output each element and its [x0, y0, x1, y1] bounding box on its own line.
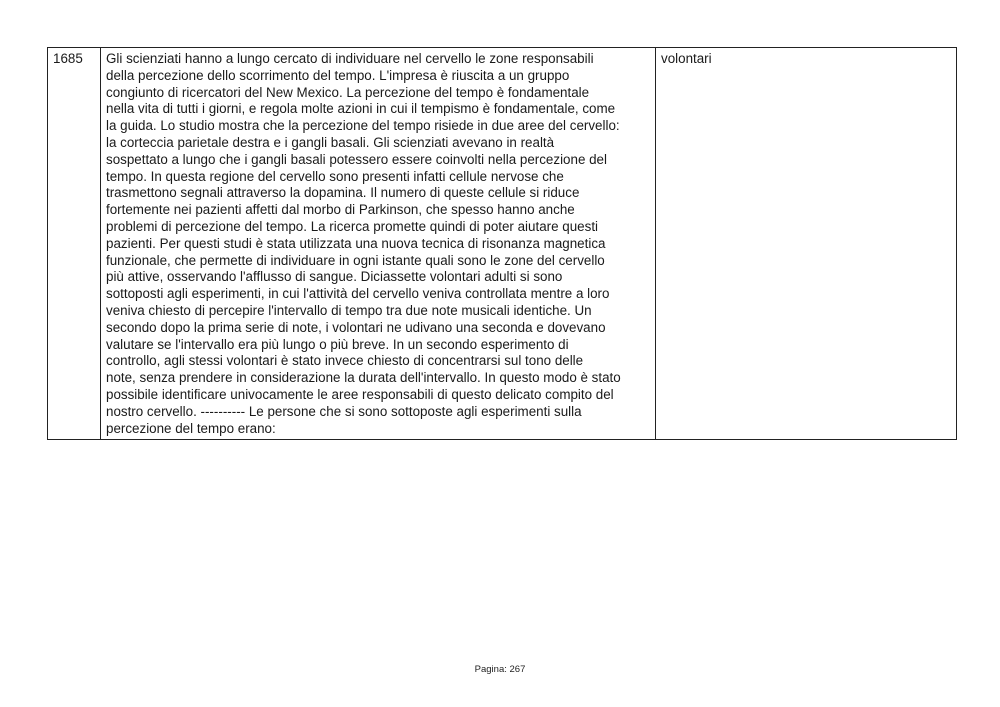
question-table	[47, 47, 957, 440]
question-text-line: problemi di percezione del tempo. La ricerca promette quindi di poter aiutare questi	[106, 218, 599, 234]
question-text-line: secondo dopo la prima serie di note, i volontari ne udivano una seconda e dovevano	[106, 319, 606, 335]
question-text-line: più attive, osservando l'afflusso di sangue. Diciassette volontari adulti si sono	[106, 269, 563, 285]
question-text-line: possibile identificare univocamente le aree responsabili di questo delicato compito del	[106, 386, 614, 402]
question-number: 1685	[53, 51, 83, 66]
question-text-line: della percezione dello scorrimento del tempo. L'impresa è riuscita a un gruppo	[106, 67, 570, 83]
question-text-line: fortemente nei pazienti affetti dal morbo di Parkinson, che spesso hanno anche	[106, 202, 575, 218]
question-text-line: nella vita di tutti i giorni, e regola molte azioni in cui il tempismo è fondamentale, come	[106, 101, 616, 117]
question-text-line: la corteccia parietale destra e i gangli basali. Gli scienziati avevano in realtà	[106, 134, 555, 150]
question-text-line: congiunto di ricercatori del New Mexico. La percezione del tempo è fondamentale	[106, 84, 590, 100]
question-text-line: tempo. In questa regione del cervello sono presenti infatti cellule nervose che	[106, 168, 564, 184]
question-text-cell	[101, 48, 656, 440]
question-text-line: sospettato a lungo che i gangli basali potessero essere coinvolti nella percezione del	[106, 151, 607, 167]
page-number: Pagina: 267	[474, 664, 526, 675]
question-text-line: percezione del tempo erano:	[106, 420, 276, 436]
question-text-line: pazienti. Per questi studi è stata utilizzata una nuova tecnica di risonanza magnetica	[106, 235, 606, 251]
question-text-line: la guida. Lo studio mostra che la percezione del tempo risiede in due aree del cervello:	[106, 118, 620, 134]
question-text-line: trasmettono segnali attraverso la dopamina. Il numero di queste cellule si riduce	[106, 185, 580, 201]
question-text-line: nostro cervello. ---------- Le persone che si sono sottoposte agli esperimenti sulla	[106, 403, 582, 419]
answer-cell	[656, 48, 957, 440]
question-text-line: controllo, agli stessi volontari è stato invece chiesto di concentrarsi sul tono delle	[106, 353, 584, 369]
question-text-line: sottoposti agli esperimenti, in cui l'attività del cervello veniva controllata mentre a loro	[106, 286, 610, 302]
question-text-line: veniva chiesto di percepire l'intervallo di tempo tra due note musicali identiche. Un	[106, 302, 592, 318]
question-number-cell	[48, 48, 101, 440]
question-text-line: note, senza prendere in considerazione la durata dell'intervallo. In questo modo è stato	[106, 370, 621, 386]
answer-text: volontari	[661, 51, 712, 66]
question-text-line: Gli scienziati hanno a lungo cercato di individuare nel cervello le zone responsabili	[106, 51, 594, 66]
question-text-line: valutare se l'intervallo era più lungo o più breve. In un secondo esperimento di	[106, 336, 569, 352]
table-row	[48, 48, 957, 440]
question-text-line: funzionale, che permette di individuare in ogni istante quali sono le zone del cervello	[106, 252, 605, 268]
